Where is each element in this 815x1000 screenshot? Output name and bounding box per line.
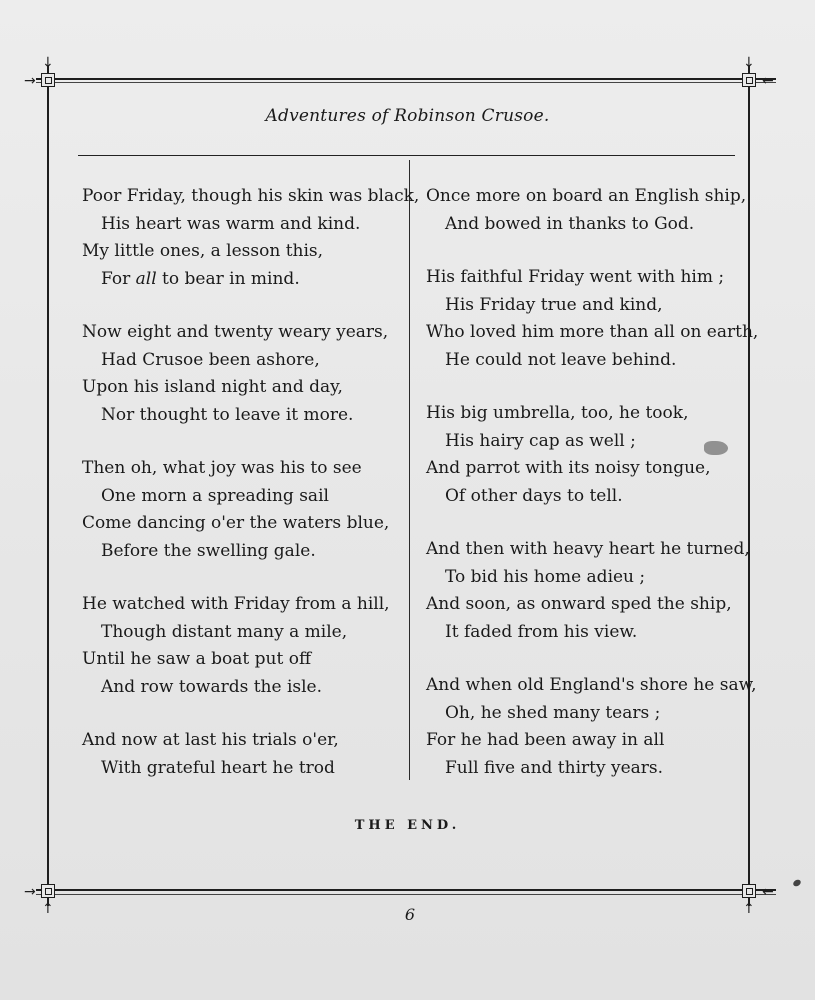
poem-line: And then with heavy heart he turned, xyxy=(426,539,750,559)
corner-ornament-top-right xyxy=(742,73,756,87)
frame-bottom-rule xyxy=(36,889,776,891)
ornament-arrow-icon: → xyxy=(24,73,36,89)
stanza xyxy=(82,591,402,701)
ink-smudge xyxy=(704,441,728,455)
poem-line: His Friday true and kind, xyxy=(445,294,663,315)
poem-line: Come dancing o'er the waters blue, xyxy=(82,513,390,533)
closing-text: THE END. xyxy=(354,818,461,833)
running-head: Adventures of Robinson Crusoe. xyxy=(265,106,550,126)
frame-right-rule xyxy=(748,66,750,906)
poem-line: Had Crusoe been ashore, xyxy=(101,349,320,370)
poem-line: Who loved him more than all on earth, xyxy=(426,322,759,342)
poem-line: Then oh, what joy was his to see xyxy=(82,458,362,478)
poem-line: Oh, he shed many tears ; xyxy=(445,702,661,723)
stanza xyxy=(426,672,757,782)
poem-line: One morn a spreading sail xyxy=(101,485,329,506)
stanza xyxy=(426,400,746,510)
ornament-arrow-icon: ↓ xyxy=(743,55,755,71)
poem-line: It faded from his view. xyxy=(445,621,638,642)
page-number: 6 xyxy=(404,905,416,924)
poem-line: And soon, as onward sped the ship, xyxy=(426,594,732,614)
poem-line: And now at last his trials o'er, xyxy=(82,730,339,750)
poem-line: His heart was warm and kind. xyxy=(101,213,361,234)
poem-line: My little ones, a lesson this, xyxy=(82,241,324,261)
ornament-arrow-icon: ↑ xyxy=(42,901,54,917)
emphasized-word: all xyxy=(135,268,157,289)
poem-line: He could not leave behind. xyxy=(445,349,677,370)
poem-line: Nor thought to leave it more. xyxy=(101,404,354,425)
frame-bottom-thin-rule xyxy=(36,894,776,895)
poem-line: For he had been away in all xyxy=(426,730,665,750)
ornament-arrow-icon: ↑ xyxy=(743,901,755,917)
poem-line: And row towards the isle. xyxy=(101,676,323,697)
stanza xyxy=(82,319,402,429)
poem-line: His hairy cap as well ; xyxy=(445,430,636,451)
poem-line: And bowed in thanks to God. xyxy=(445,213,695,234)
corner-ornament-top-left xyxy=(41,73,55,87)
stanza xyxy=(82,455,402,565)
stanza xyxy=(82,727,402,782)
poem-line: Before the swelling gale. xyxy=(101,540,316,561)
poem-line: And when old England's shore he saw, xyxy=(426,675,757,695)
stanza xyxy=(426,536,750,646)
stanza xyxy=(426,183,746,238)
poem-line: Of other days to tell. xyxy=(445,485,623,506)
poem-line: Once more on board an English ship, xyxy=(426,186,747,206)
poem-line: He watched with Friday from a hill, xyxy=(82,594,390,614)
frame-top-thin-rule xyxy=(36,82,776,83)
poem-line: To bid his home adieu ; xyxy=(445,566,646,587)
frame-top-rule xyxy=(36,78,776,80)
stanza xyxy=(426,264,759,374)
poem-line: Poor Friday, though his skin was black, xyxy=(82,186,420,206)
poem-line: Though distant many a mile, xyxy=(101,621,348,642)
poem-line: Upon his island night and day, xyxy=(82,377,343,397)
poem-line: Now eight and twenty weary years, xyxy=(82,322,389,342)
poem-column-left xyxy=(82,183,420,808)
head-rule xyxy=(78,155,735,156)
poem-line: His faithful Friday went with him ; xyxy=(426,267,725,287)
ornament-arrow-icon: ← xyxy=(762,73,774,89)
poem-line: Full five and thirty years. xyxy=(445,757,664,778)
ornament-arrow-icon: → xyxy=(24,884,36,900)
poem-column-right xyxy=(426,183,759,808)
poem-line: His big umbrella, too, he took, xyxy=(426,403,689,423)
corner-ornament-bottom-left xyxy=(41,884,55,898)
column-divider xyxy=(409,160,410,780)
corner-ornament-bottom-right xyxy=(742,884,756,898)
poem-line: With grateful heart he trod xyxy=(101,757,335,778)
ornament-arrow-icon: ↓ xyxy=(42,55,54,71)
ornament-arrow-icon: ← xyxy=(762,884,774,900)
frame-left-rule xyxy=(47,66,49,906)
poem-line-with-emphasis: For all to bear in mind. xyxy=(101,268,300,289)
stanza xyxy=(82,183,420,293)
poem-line: And parrot with its noisy tongue, xyxy=(426,458,711,478)
poem-line: Until he saw a boat put off xyxy=(82,649,312,669)
